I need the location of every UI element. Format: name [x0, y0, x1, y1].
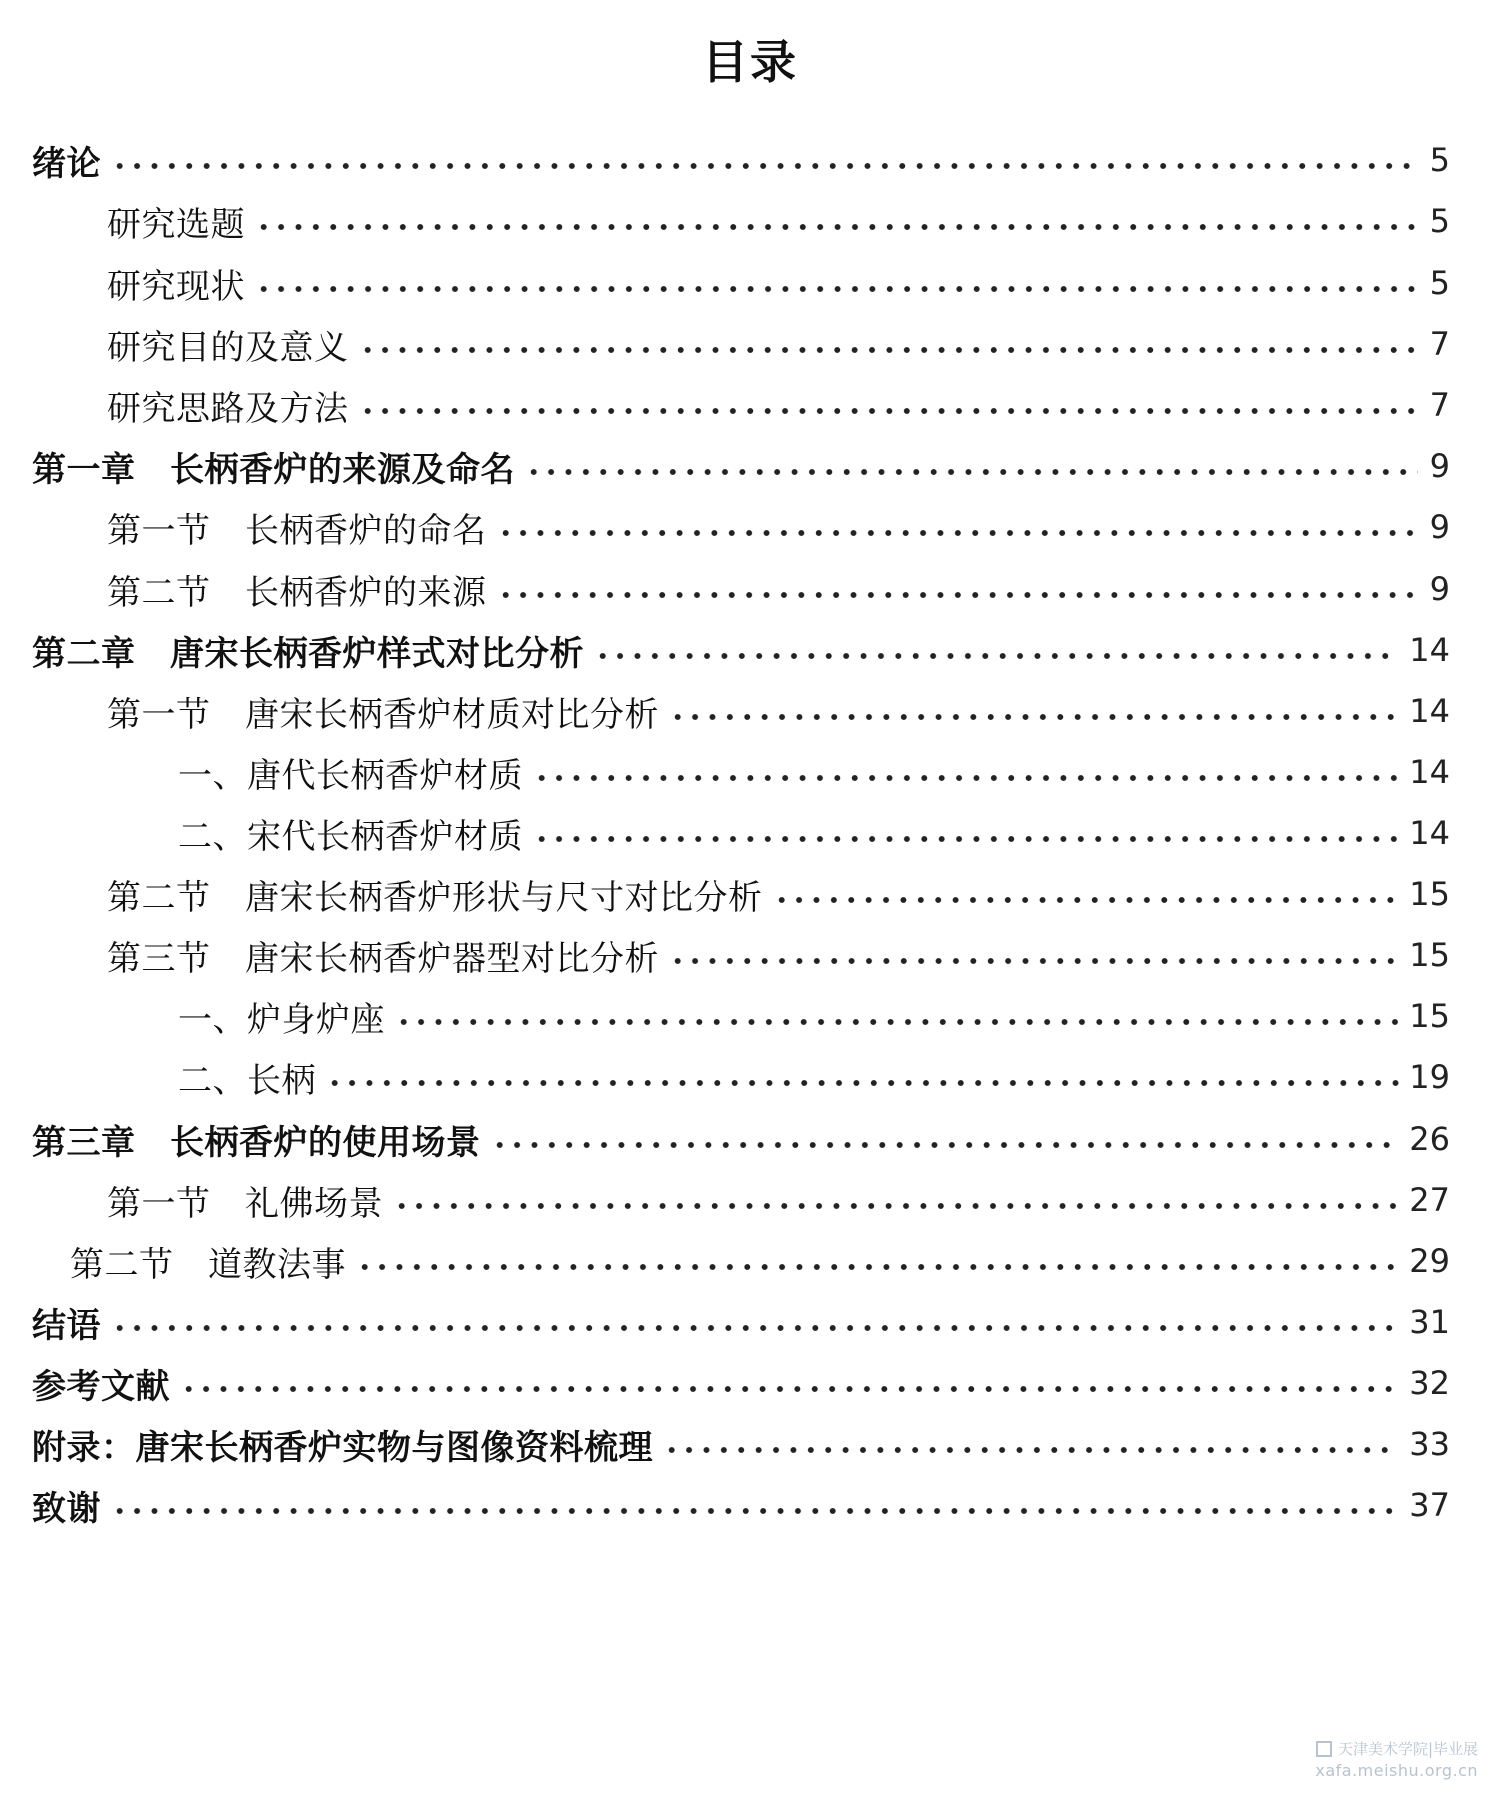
dot-leader	[255, 283, 1418, 295]
watermark-url: xafa.meishu.org.cn	[1315, 1761, 1478, 1780]
dot-leader	[356, 1261, 1399, 1273]
watermark-seal-icon	[1316, 1741, 1332, 1757]
dot-leader	[326, 1077, 1399, 1089]
toc-page-number: 19	[1409, 1058, 1450, 1096]
toc-page-number: 7	[1429, 325, 1450, 363]
toc-entry-label: 第三节 唐宋长柄香炉器型对比分析	[107, 938, 659, 979]
toc-page-number: 9	[1429, 447, 1450, 485]
toc-entry[interactable]	[107, 377, 1450, 433]
dot-leader	[525, 466, 1418, 478]
toc-entry-label: 研究选题	[107, 204, 245, 245]
toc-entry[interactable]	[107, 255, 1450, 311]
toc-page-number: 37	[1409, 1486, 1450, 1524]
toc-entry-label: 参考文献	[32, 1366, 170, 1407]
toc-page-number: 15	[1409, 997, 1450, 1035]
toc-entry-label: 第二节 长柄香炉的来源	[107, 572, 487, 613]
dot-leader	[111, 160, 1418, 172]
toc-entry[interactable]	[32, 1416, 1450, 1472]
toc-entry[interactable]	[107, 1172, 1450, 1228]
toc-page-number: 15	[1409, 875, 1450, 913]
toc-page-number: 27	[1409, 1181, 1450, 1219]
dot-leader	[395, 1016, 1399, 1028]
toc-entry-label: 研究思路及方法	[107, 388, 349, 429]
toc-page-number: 7	[1429, 386, 1450, 424]
dot-leader	[533, 833, 1399, 845]
site-watermark	[1315, 1738, 1478, 1780]
dot-leader	[359, 405, 1419, 417]
toc-page-number: 31	[1409, 1303, 1450, 1341]
toc-page-number: 14	[1409, 692, 1450, 730]
toc-entry[interactable]	[107, 927, 1450, 983]
dot-leader	[669, 955, 1399, 967]
toc-entry-label: 第二节 道教法事	[70, 1244, 346, 1285]
toc-entry-label: 第一节 长柄香炉的命名	[107, 510, 487, 551]
toc-entry[interactable]	[107, 683, 1450, 739]
toc-entry-label: 第二节 唐宋长柄香炉形状与尺寸对比分析	[107, 877, 763, 918]
dot-leader	[663, 1444, 1399, 1456]
toc-entry[interactable]	[178, 988, 1450, 1044]
dot-leader	[533, 772, 1399, 784]
toc-entry-label: 第三章 长柄香炉的使用场景	[32, 1122, 481, 1163]
toc-entry[interactable]	[178, 805, 1450, 861]
toc-entry[interactable]	[32, 622, 1450, 678]
toc-page-number: 5	[1429, 141, 1450, 179]
toc-entry[interactable]	[70, 1233, 1450, 1289]
toc-entry[interactable]	[32, 1294, 1450, 1350]
dot-leader	[497, 589, 1419, 601]
toc-entry-label: 一、炉身炉座	[178, 999, 385, 1040]
toc-entry-label: 第一节 礼佛场景	[107, 1183, 383, 1224]
toc-page-number: 5	[1429, 202, 1450, 240]
toc-entry-label: 研究现状	[107, 266, 245, 307]
dot-leader	[111, 1322, 1399, 1334]
toc-page-number: 5	[1429, 264, 1450, 302]
toc-page-number: 14	[1409, 753, 1450, 791]
dot-leader	[497, 527, 1419, 539]
toc-entry[interactable]	[32, 438, 1450, 494]
toc-entry[interactable]	[107, 866, 1450, 922]
page-title: 目录	[702, 35, 798, 89]
toc-page-number: 32	[1409, 1364, 1450, 1402]
toc-entry[interactable]	[178, 744, 1450, 800]
toc-page-number: 33	[1409, 1425, 1450, 1463]
dot-leader	[359, 344, 1419, 356]
toc-entry[interactable]	[32, 1477, 1450, 1533]
dot-leader	[255, 221, 1418, 233]
toc-entry-label: 结语	[32, 1305, 101, 1346]
dot-leader	[393, 1200, 1399, 1212]
toc-entry-label: 一、唐代长柄香炉材质	[178, 755, 523, 796]
toc-entry-label: 第一节 唐宋长柄香炉材质对比分析	[107, 694, 659, 735]
dot-leader	[491, 1139, 1400, 1151]
toc-entry-label: 第一章 长柄香炉的来源及命名	[32, 449, 515, 490]
toc-entry-label: 二、宋代长柄香炉材质	[178, 816, 523, 857]
toc-page-number: 15	[1409, 936, 1450, 974]
dot-leader	[773, 894, 1400, 906]
toc-entry[interactable]	[107, 499, 1450, 555]
toc-entry-label: 附录：唐宋长柄香炉实物与图像资料梳理	[32, 1427, 653, 1468]
toc-entry[interactable]	[107, 316, 1450, 372]
toc-entry[interactable]	[107, 561, 1450, 617]
toc-page-number: 9	[1429, 570, 1450, 608]
toc-entry-label: 研究目的及意义	[107, 327, 349, 368]
toc-entry-label: 二、长柄	[178, 1060, 316, 1101]
dot-leader	[594, 650, 1399, 662]
toc-page-number: 29	[1409, 1242, 1450, 1280]
toc-entry-label: 第二章 唐宋长柄香炉样式对比分析	[32, 633, 584, 674]
toc-entry-label: 致谢	[32, 1488, 101, 1529]
toc-entry[interactable]	[32, 1111, 1450, 1167]
toc-entry[interactable]	[32, 132, 1450, 188]
toc-entry[interactable]	[178, 1049, 1450, 1105]
toc-entry[interactable]	[32, 1355, 1450, 1411]
dot-leader	[180, 1383, 1399, 1395]
toc-entry[interactable]	[107, 193, 1450, 249]
toc-page-number: 26	[1409, 1120, 1450, 1158]
watermark-title: 天津美术学院|毕业展	[1337, 1740, 1478, 1758]
toc-page-number: 14	[1409, 631, 1450, 669]
dot-leader	[669, 711, 1399, 723]
toc-entry-label: 绪论	[32, 143, 101, 184]
dot-leader	[111, 1505, 1399, 1517]
toc-page-number: 14	[1409, 814, 1450, 852]
toc-page-number: 9	[1429, 508, 1450, 546]
